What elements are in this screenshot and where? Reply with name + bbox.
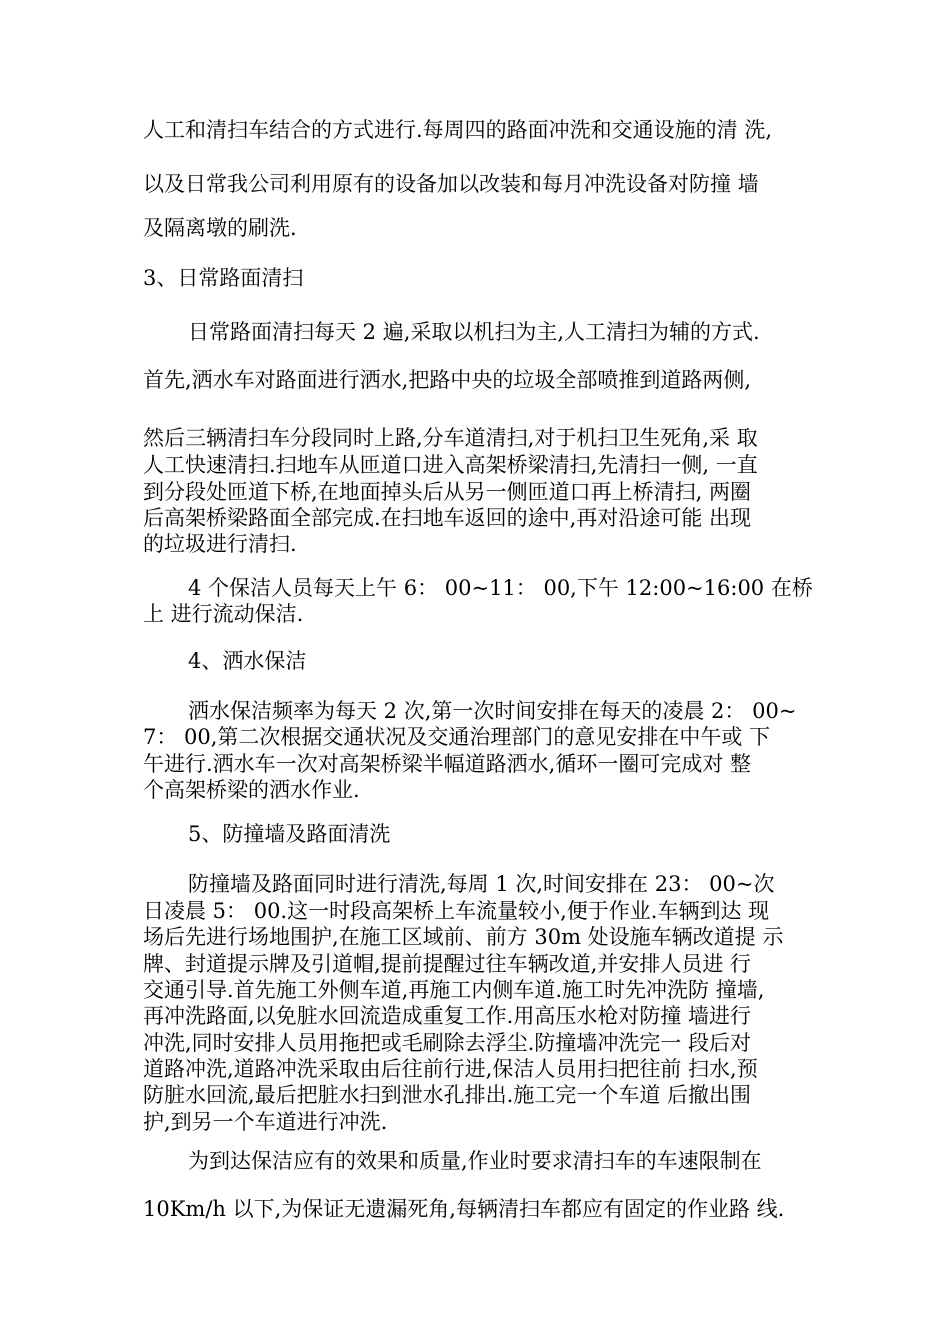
section-heading: 3、日常路面清扫 — [143, 266, 304, 290]
text-line: 防脏水回流,最后把脏水扫到泄水孔排出.施工完一个车道 后撤出围 — [143, 1083, 752, 1107]
text-line: 冲洗,同时安排人员用拖把或毛刷除去浮尘.防撞墙冲洗完一 段后对 — [143, 1031, 752, 1055]
text-line: 人工快速清扫.扫地车从匝道口进入高架桥梁清扫,先清扫一侧, 一直 — [143, 453, 758, 477]
text-line: 4 个保洁人员每天上午 6： 00~11： 00,下午 12:00~16:00 在桥 — [188, 576, 813, 600]
text-line: 10Km/h 以下,为保证无遗漏死角,每辆清扫车都应有固定的作业路 线. — [143, 1197, 785, 1221]
text-line: 牌、封道提示牌及引道帽,提前提醒过往车辆改道,并安排人员进 行 — [143, 952, 752, 976]
text-line: 到分段处匝道下桥,在地面掉头后从另一侧匝道口再上桥清扫, 两圈 — [143, 480, 752, 504]
text-line: 的垃圾进行清扫. — [143, 532, 297, 556]
text-line: 首先,洒水车对路面进行洒水,把路中央的垃圾全部喷推到道路两侧, — [143, 368, 752, 392]
text-line: 再冲洗路面,以免脏水回流造成重复工作.用高压水枪对防撞 墙进行 — [143, 1004, 752, 1028]
section-heading: 5、防撞墙及路面清洗 — [188, 822, 391, 846]
text-line: 后高架桥梁路面全部完成.在扫地车返回的途中,再对沿途可能 出现 — [143, 506, 752, 530]
text-line: 及隔离墩的刷洗. — [143, 216, 297, 240]
text-line: 防撞墙及路面同时进行清洗,每周 1 次,时间安排在 23： 00~次 — [188, 872, 775, 896]
text-line: 7： 00,第二次根据交通状况及交通治理部门的意见安排在中午或 下 — [143, 725, 771, 749]
text-line: 为到达保洁应有的效果和质量,作业时要求清扫车的车速限制在 — [188, 1149, 762, 1173]
text-line: 午进行.洒水车一次对高架桥梁半幅道路洒水,循环一圈可完成对 整 — [143, 752, 752, 776]
text-line: 道路冲洗,道路冲洗采取由后往前行进,保洁人员用扫把往前 扫水,预 — [143, 1057, 758, 1081]
text-line: 日常路面清扫每天 2 遍,采取以机扫为主,人工清扫为辅的方式. — [188, 320, 760, 344]
text-line: 日凌晨 5： 00.这一时段高架桥上车流量较小,便于作业.车辆到达 现 — [143, 899, 770, 923]
text-line: 个高架桥梁的洒水作业. — [143, 778, 360, 802]
section-heading: 4、洒水保洁 — [188, 649, 307, 673]
text-line: 上 进行流动保洁. — [143, 602, 304, 626]
text-line: 然后三辆清扫车分段同时上路,分车道清扫,对于机扫卫生死角,采 取 — [143, 426, 758, 450]
text-line: 护,到另一个车道进行冲洗. — [143, 1110, 388, 1134]
text-line: 交通引导.首先施工外侧车道,再施工内侧车道.施工时先冲洗防 撞墙, — [143, 978, 765, 1002]
text-line: 人工和清扫车结合的方式进行.每周四的路面冲洗和交通设施的清 洗, — [143, 118, 773, 142]
text-line: 场后先进行场地围护,在施工区域前、前方 30m 处设施车辆改道提 示 — [143, 925, 784, 949]
text-line: 洒水保洁频率为每天 2 次,第一次时间安排在每天的凌晨 2： 00~ — [188, 699, 797, 723]
text-line: 以及日常我公司利用原有的设备加以改装和每月冲洗设备对防撞 墙 — [143, 172, 759, 196]
